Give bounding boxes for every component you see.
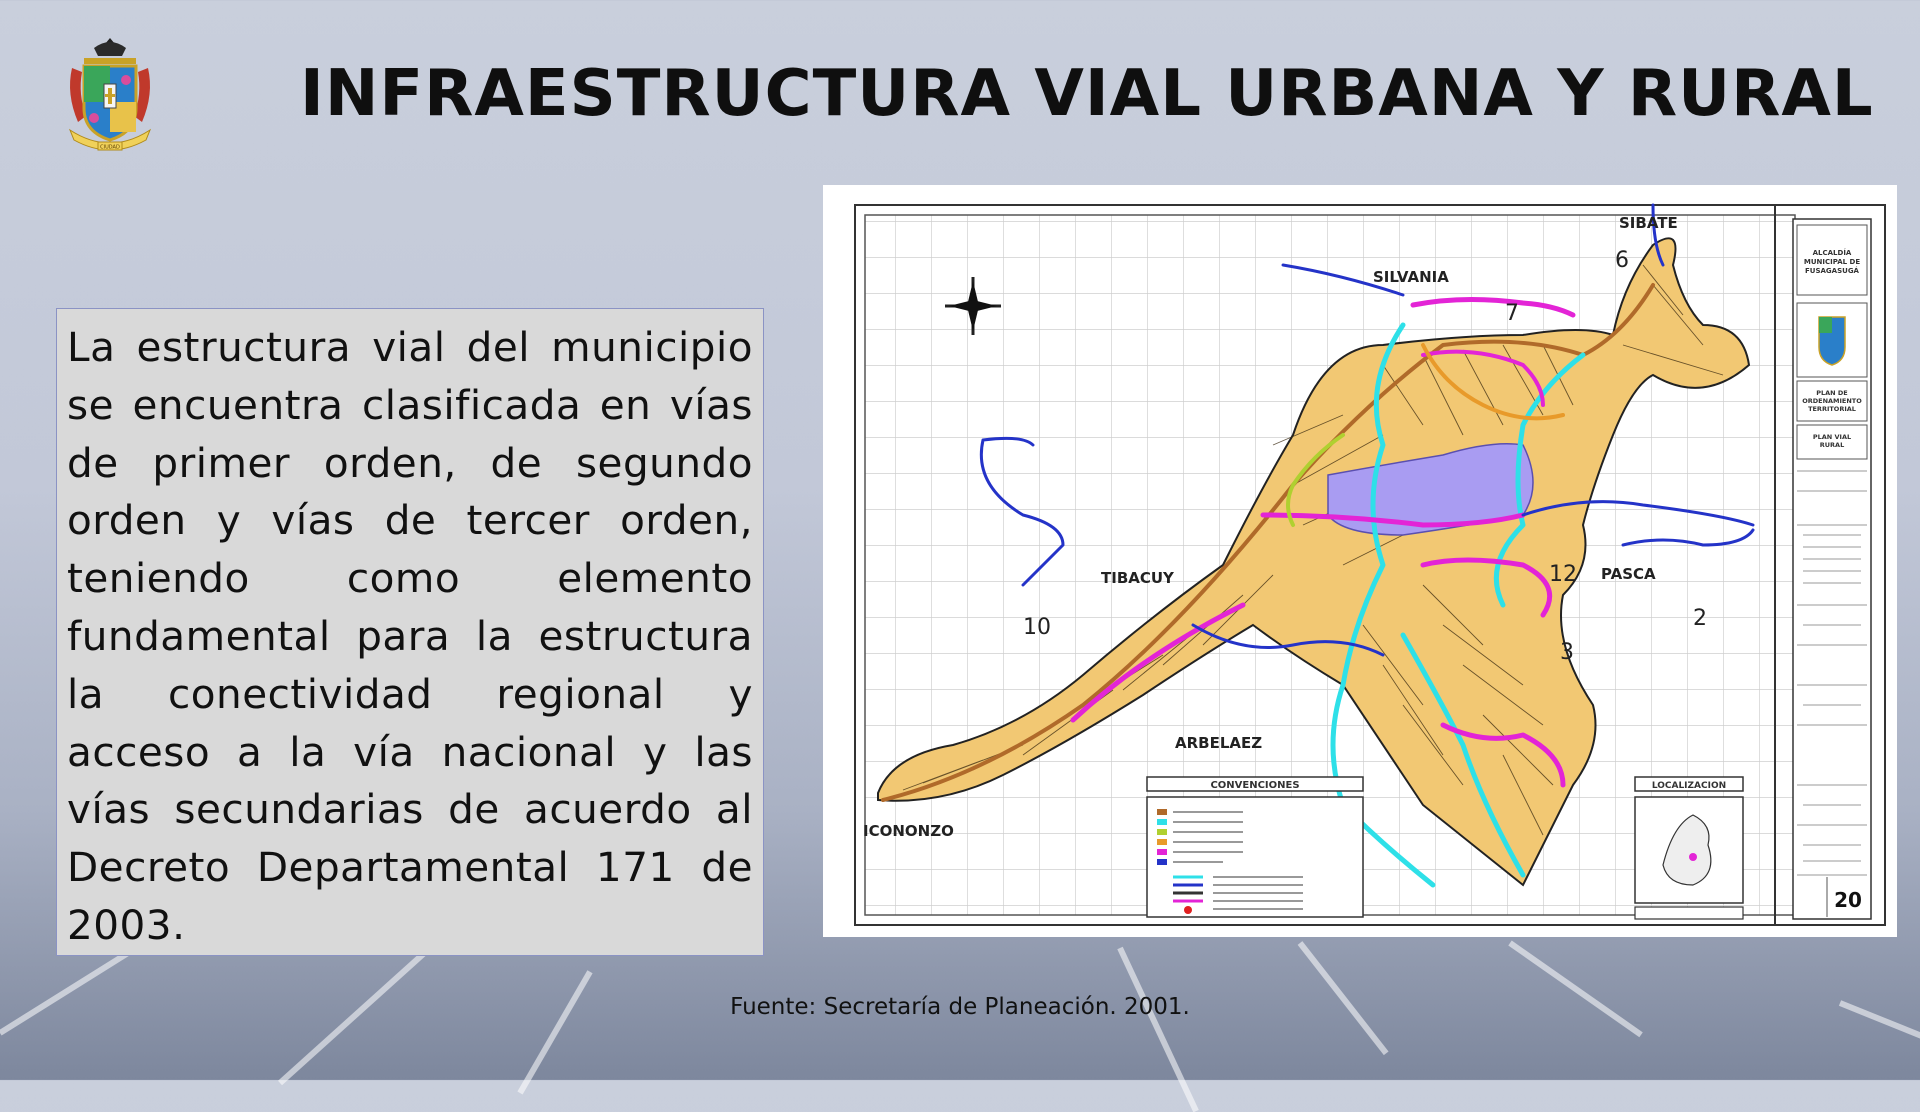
road-number: 12 (1549, 562, 1577, 587)
cartouche-entity: ALCALDÍA MUNICIPAL DE FUSAGASUGÁ (1803, 249, 1861, 275)
road-number: 3 (1560, 640, 1574, 665)
place-label-arbelaez: ARBELAEZ (1175, 734, 1263, 752)
road-number: 10 (1023, 615, 1051, 640)
place-label-silvania: SILVANIA (1373, 268, 1449, 286)
place-label-pasca: PASCA (1601, 565, 1656, 583)
road-map-image (823, 185, 1897, 937)
road-number: 6 (1615, 248, 1629, 273)
place-label-tibacuy: TIBACUY (1101, 569, 1174, 587)
road-number: 2 (1693, 606, 1707, 631)
background-road-line (1508, 941, 1643, 1038)
source-caption: Fuente: Secretaría de Planeación. 2001. (730, 994, 1190, 1020)
coat-of-arms-logo (64, 34, 156, 156)
background-road-line (1117, 947, 1199, 1112)
body-text-box: La estructura vial del municipio se encuentra clasificada en vías de primer orden, de segundo orden y vías de tercer orden, teniendo como elemento fundamental para la estructura la conectividad regional y acceso a la vía nacional y las vías secundarias de acuerdo al Decreto Departamental 171 de 2003. (56, 308, 764, 956)
location-title: LOCALIZACION (1651, 781, 1727, 791)
page-title: INFRAESTRUCTURA VIAL URBANA Y RURAL (300, 57, 1874, 131)
title-block (1793, 219, 1871, 919)
road-number: 7 (1505, 301, 1519, 326)
background-road-line (517, 970, 592, 1094)
cartouche-plan: PLAN DE ORDENAMIENTO TERRITORIAL (1802, 389, 1862, 413)
sheet-number: 20 (1834, 888, 1862, 912)
location-inset (1635, 777, 1743, 919)
map-legend (1147, 777, 1363, 917)
place-label-icononzo: ICONONZO (863, 822, 954, 840)
place-label-sibate: SIBATE (1619, 214, 1678, 232)
legend-title: CONVENCIONES (1210, 780, 1300, 791)
cartouche-map-name: PLAN VIAL RURAL (1812, 433, 1852, 449)
logo-text: CIUDAD (100, 144, 120, 151)
